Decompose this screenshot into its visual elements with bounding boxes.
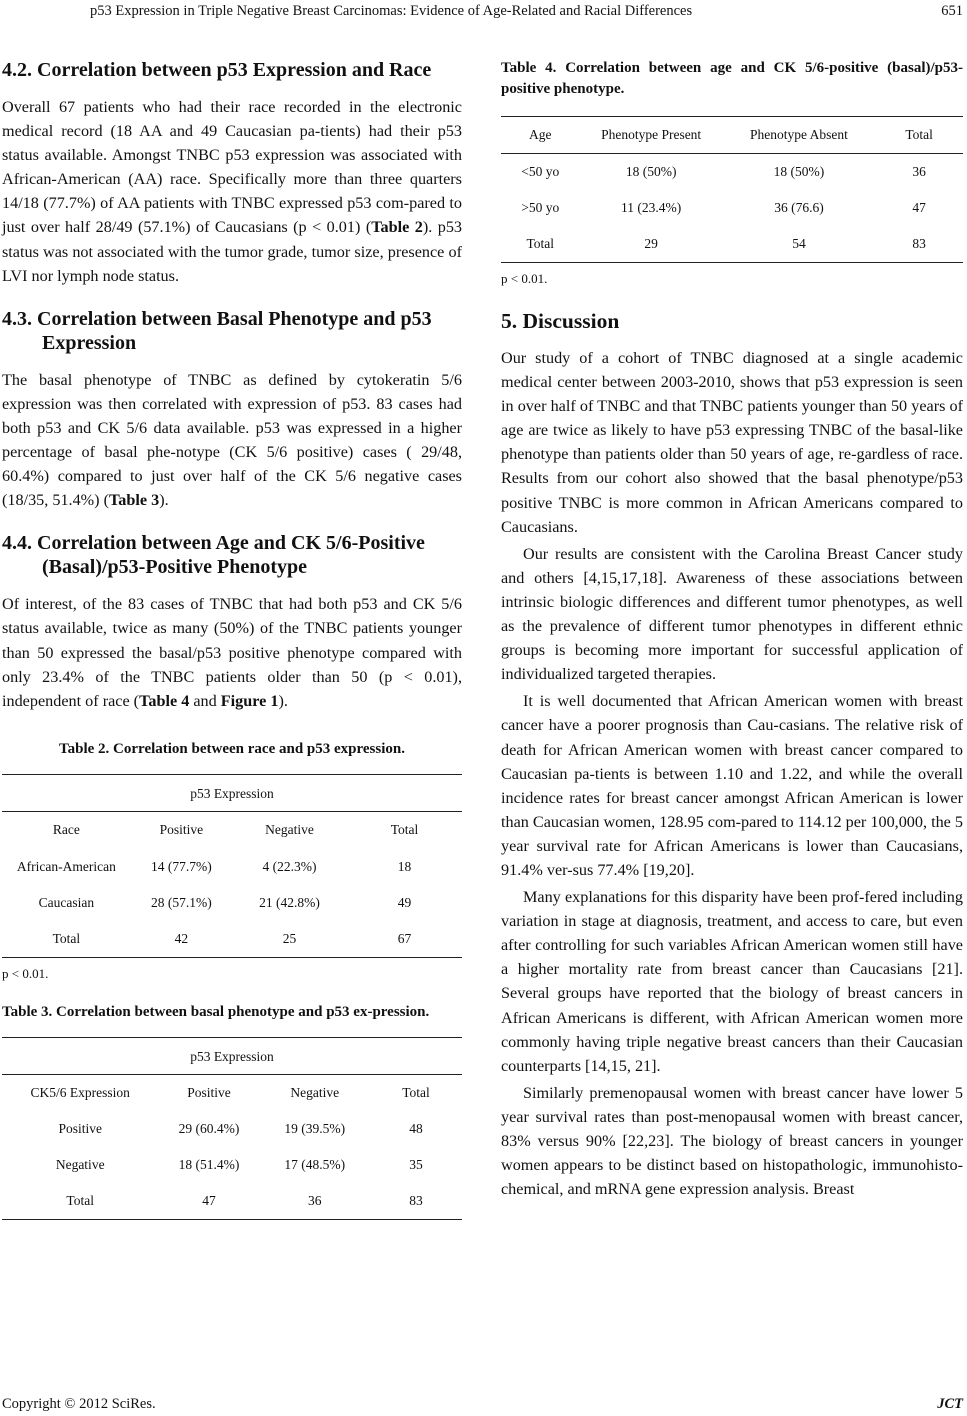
table-cell: Negative [55, 1156, 105, 1172]
discussion-paragraph: Many explanations for this disparity have been prof-fered including variation in stage at diagnosis, treatment, and access to care, but even after controlling for such variables African American women still have a higher mortality rate from breast cancer than Caucasians [21]. Several groups have reported that the biology of breast cancers in African Americans is different, with African American women more commonly having triple negative breast cancers than their Caucasian counterparts [14,15, 21]. [501, 888, 963, 1075]
section-4-3-body: The basal phenotype of TNBC as defined by cytokeratin 5/6 expression was then correlated with expression of p53. 83 cases had both p53 and CK 5/6 data available. p53 was expressed in a higher percentage of basal phe-notype (CK 5/6 positive) cases ( 29/48, 60.4%) compared to just over half of the CK 5/6 negative cases (18/35, 51.4%) (Table 3). [2, 370, 462, 510]
table-cell: 29 [644, 236, 658, 251]
table-cell: 14 (77.7%) [151, 858, 212, 874]
discussion-paragraph: It is well documented that African American women with breast cancer have a poorer prognosis than Cau-casians. The relative risk of death for African American women with breast cancer compared to Caucasian pa-tients is between 1.10 and 1.22, and while the overall incidence rates for breast cancer amongst African American is lower than Caucasian women, 128.95 com-pared to 114.12 per 100,000, the 5 year survival rate for African Americans is lower than Caucasians, 91.4% ver-sus 77.4% [19,20]. [501, 692, 963, 879]
running-title: p53 Expression in Triple Negative Breast Carcinomas: Evidence of Age-Related and Racial Differences [90, 3, 693, 19]
column-header: Negative [265, 822, 314, 838]
table-cell: 54 [792, 236, 806, 251]
section-title: Correlation between Age and CK 5/6-Positive (Basal)/p53-Positive Phenotype [37, 532, 425, 579]
table-cell: 21 (42.8%) [259, 894, 320, 910]
table-cell: 36 [912, 164, 926, 179]
table-cell: 17 (48.5%) [284, 1156, 346, 1172]
table-cell: 35 [409, 1156, 423, 1172]
table-caption: Table 4. Correlation between age and CK 5/6-positive (basal)/p53-positive phenotype. [501, 60, 963, 97]
column-header: Race [52, 822, 80, 838]
table-cell: 28 (57.1%) [151, 894, 212, 910]
table-4-body [501, 117, 963, 153]
copyright: Copyright © 2012 SciRes. [2, 1396, 156, 1412]
table-cell: 36 [308, 1192, 322, 1208]
table-note: p < 0.01. [501, 271, 548, 286]
table-cell: 11 (23.4%) [621, 200, 682, 215]
page-number: 651 [941, 3, 963, 19]
table-group-header: p53 Expression [190, 785, 274, 801]
table-note: p < 0.01. [2, 965, 49, 981]
table-cell: 29 (60.4%) [178, 1120, 240, 1136]
table-cell: Caucasian [38, 894, 95, 910]
table-3-body [2, 1075, 462, 1219]
table-row [2, 849, 462, 885]
page-footer [0, 1396, 967, 1416]
table-cell: 4 (22.3%) [262, 858, 317, 874]
figure-ref[interactable]: Figure 1 [220, 691, 279, 710]
table-row [2, 921, 462, 957]
table-4-rows [501, 154, 963, 262]
section-4-2-heading [2, 58, 462, 82]
table-cell: 18 (50%) [773, 164, 825, 179]
table-row [2, 885, 462, 921]
table-cell: 49 [397, 894, 412, 910]
table-row [501, 226, 963, 262]
table-2 [2, 739, 462, 982]
table-cell: 19 (39.5%) [284, 1120, 346, 1136]
table-cell: 83 [409, 1192, 423, 1208]
section-4-4-body: Of interest, of the 83 cases of TNBC that had both p53 and CK 5/6 status available, twice as many (50%) of the TNBC patients younger than 50 expressed the basal/p53 positive phenotype compared with only 23.4% of the TNBC patients older than 50 (p < 0.01), independent of race (Table 4 and Figure 1). [2, 595, 462, 710]
running-header [0, 0, 967, 30]
section-title: Correlation between p53 Expression and Race [37, 59, 432, 81]
table-row [2, 1111, 462, 1147]
table-cell: Total [526, 236, 555, 251]
table-bottom-rule [2, 1219, 462, 1220]
section-number: 4.4. [2, 532, 32, 555]
table-caption: Table 2. Correlation between race and p53 expression. [59, 740, 405, 757]
table-row [2, 1147, 462, 1183]
section-number: 4.2. [2, 59, 32, 81]
section-4-2-body: Overall 67 patients who had their race recorded in the electronic medical record (18 AA and 49 Caucasian pa-tients) had their p53 status available. Amongst TNBC p53 expression was associated with African-American (AA) race. Specifically more than three quarters 14/18 (77.7%) of AA patients with TNBC expressed p53 com-pared to just over half 28/49 (57.1%) of Caucasians (p < 0.01) (Table 2). p53 status was not associated with the tumor grade, tumor size, presence of LVI nor lymph node status. [2, 98, 463, 285]
table-cell: 36 (76.6) [774, 200, 824, 215]
table-cell: 47 [912, 200, 926, 215]
column-header: CK5/6 Expression [30, 1084, 130, 1100]
table-cell: 18 (50%) [625, 164, 677, 179]
table-3 [2, 1002, 462, 1220]
section-number: 4.3. [2, 307, 32, 330]
table-ref[interactable]: Table 2 [371, 218, 423, 237]
table-row [501, 190, 963, 226]
table-bottom-rule [501, 262, 963, 263]
table-bottom-rule [2, 957, 462, 958]
table-row [501, 154, 963, 190]
table-ref[interactable]: Table 4 [139, 691, 190, 710]
table-row [2, 1183, 462, 1219]
column-header: Phenotype Present [601, 127, 702, 142]
discussion-paragraph: Our study of a cohort of TNBC diagnosed at a single academic medical center between 2003-2010, shows that p53 expression is seen in over half of TNBC and that TNBC patients younger than 50 years of age are twice as likely to have p53 expressing TNBC of the basal-like phenotype than patients older than 50 years of age, re-gardless of race. Results from our cohort also showed that the basal phenotype/p53 positive TNBC is more common in African Americans compared to Caucasians. [501, 349, 963, 536]
table-cell: African-American [16, 858, 116, 874]
table-cell: Total [52, 930, 81, 946]
table-cell: 83 [912, 236, 926, 251]
table-cell: Positive [58, 1120, 102, 1136]
column-header: Phenotype Absent [750, 127, 848, 142]
table-ref[interactable]: Table 3 [109, 491, 160, 510]
table-cell: 25 [282, 930, 297, 946]
section-4-4-heading [2, 531, 462, 579]
right-column [501, 56, 963, 1201]
table-cell: <50 yo [521, 164, 560, 179]
column-header: Positive [159, 822, 204, 838]
table-group-header: p53 Expression [190, 1048, 274, 1064]
table-2-body [2, 812, 462, 957]
table-cell: 48 [409, 1120, 423, 1136]
table-cell: 67 [397, 930, 412, 946]
column-header: Total [905, 127, 933, 142]
column-header: Positive [187, 1084, 231, 1100]
section-4-3-heading [2, 307, 462, 355]
table-cell: 47 [202, 1192, 216, 1208]
left-column [2, 56, 462, 1220]
table-cell: 18 (51.4%) [178, 1156, 240, 1172]
journal-name: JCT [937, 1396, 963, 1412]
table-cell: 42 [174, 930, 189, 946]
section-title: Correlation between Basal Phenotype and p53 Expression [37, 307, 432, 354]
table-4 [501, 58, 963, 287]
table-cell: Total [66, 1192, 94, 1208]
column-header: Age [529, 127, 552, 142]
column-header: Negative [290, 1084, 340, 1100]
table-cell: 18 [397, 858, 412, 874]
discussion-paragraph: Our results are consistent with the Carolina Breast Cancer study and others [4,15,17,18]. Awareness of these associations between intrinsic biologic differences and different tumor phenotypes, as well as the prevalence of different tumor phenotypes in different ethnic groups is becoming more important for successful application of individualized targeted therapies. [501, 544, 963, 684]
column-header: Total [402, 1084, 430, 1100]
table-caption: Table 3. Correlation between basal phenotype and p53 ex-pression. [2, 1003, 430, 1020]
table-cell: >50 yo [521, 200, 560, 215]
section-5-heading: 5. Discussion [501, 309, 620, 333]
discussion-paragraph: Similarly premenopausal women with breast cancer have lower 5 year survival rates than post-menopausal women with breast cancer, 83% versus 90% [22,23]. The biology of breast cancers in younger women appears to be distinct based on histopathologic, immunohisto-chemical, and mRNA gene expression analysis. Breast [501, 1083, 963, 1199]
column-header: Total [390, 822, 419, 838]
